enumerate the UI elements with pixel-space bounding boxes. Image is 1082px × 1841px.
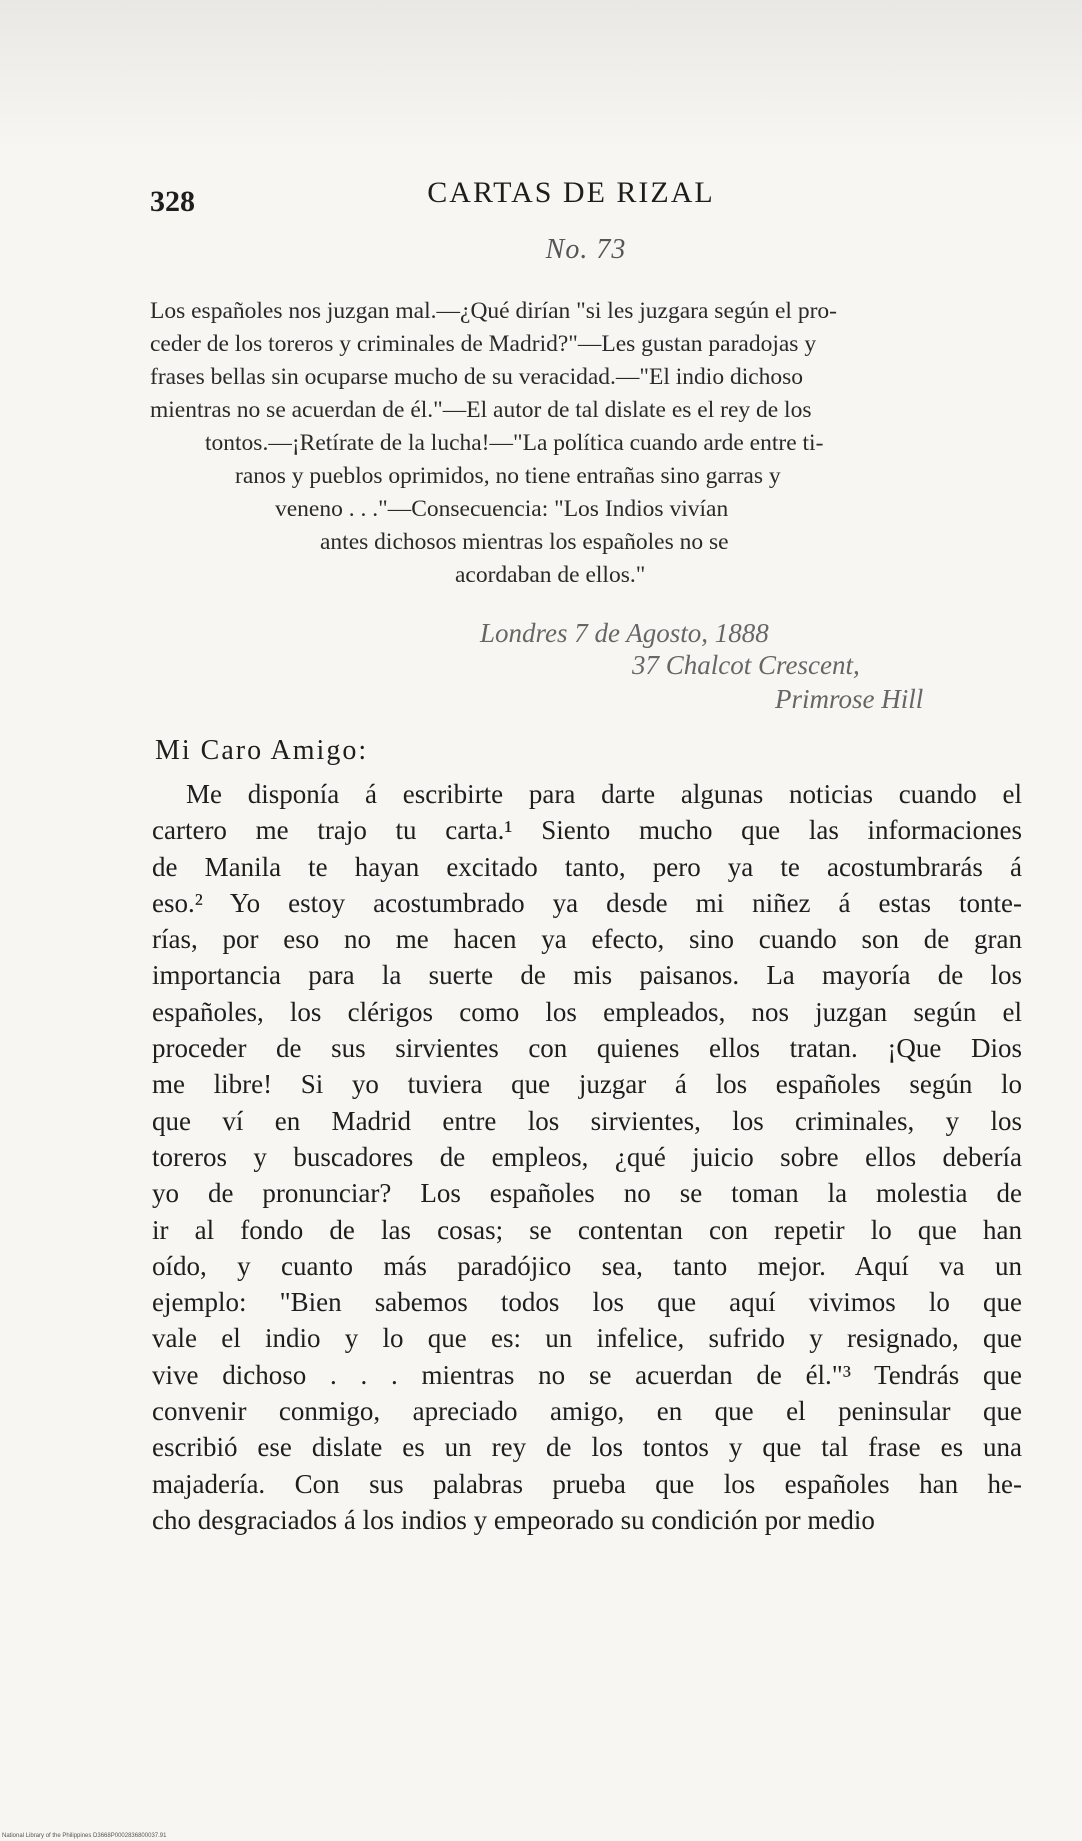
summary-line: acordaban de ellos." — [455, 562, 646, 588]
body-line: importancia para la suerte de mis paisanos. La mayoría de los — [152, 960, 1022, 991]
body-line: vale el indio y lo que es: un infelice, sufrido y resignado, que — [152, 1323, 1022, 1354]
body-line: eso.² Yo estoy acostumbrado ya desde mi niñez á estas tonte- — [152, 887, 1022, 918]
body-line: convenir conmigo, apreciado amigo, en que el peninsular que — [152, 1396, 1022, 1427]
summary-line: ceder de los toreros y criminales de Madrid?"—Les gustan paradojas y — [150, 331, 817, 357]
summary-line: veneno . . ."—Consecuencia: "Los Indios vivían — [275, 496, 729, 522]
summary-line: tontos.—¡Retírate de la lucha!—"La política cuando arde entre ti- — [205, 430, 824, 456]
salutation: Mi Caro Amigo: — [155, 735, 369, 766]
summary-line: Los españoles nos juzgan mal.—¿Qué dirían "si les juzgara según el pro- — [150, 298, 837, 324]
letter-number: No. 73 — [545, 234, 627, 265]
summary-line: antes dichosos mientras los españoles no se — [320, 529, 729, 555]
page-number: 328 — [150, 185, 195, 218]
summary-line: mientras no se acuerdan de él."—El autor de tal dislate es el rey de los — [150, 397, 812, 423]
scan-footer: National Library of the Philippines D3668P0002836800037.91 — [2, 1833, 167, 1839]
body-line: de Manila te hayan excitado tanto, pero ya te acostumbrarás á — [152, 851, 1022, 882]
body-line: cartero me trajo tu carta.¹ Siento mucho que las informaciones — [152, 815, 1022, 846]
body-line: oído, y cuanto más paradójico sea, tanto mejor. Aquí va un — [152, 1250, 1022, 1281]
body-line: rías, por eso no me hacen ya efecto, sino cuando son de gran — [152, 924, 1022, 955]
body-line: majadería. Con sus palabras prueba que los españoles han he- — [152, 1468, 1022, 1499]
body-line: escribió ese dislate es un rey de los tontos y que tal frase es una — [152, 1432, 1022, 1463]
body-line: yo de pronunciar? Los españoles no se toman la molestia de — [152, 1178, 1022, 1209]
body-line: me libre! Si yo tuviera que juzgar á los españoles según lo — [152, 1069, 1022, 1100]
body-line: Me disponía á escribirte para darte algunas noticias cuando el — [186, 779, 1022, 809]
summary-line: ranos y pueblos oprimidos, no tiene entrañas sino garras y — [235, 463, 781, 489]
place-date-line: Londres 7 de Agosto, 1888 — [480, 618, 769, 648]
body-line: cho desgraciados á los indios y empeorado su condición por medio — [152, 1504, 875, 1535]
body-line: toreros y buscadores de empleos, ¿qué juicio sobre ellos debería — [152, 1141, 1022, 1172]
letter-body — [152, 776, 1022, 1538]
body-line: vive dichoso . . . mientras no se acuerdan de él."³ Tendrás que — [152, 1359, 1022, 1390]
body-line: ejemplo: "Bien sabemos todos los que aquí vivimos lo que — [152, 1287, 1022, 1318]
body-line: españoles, los clérigos como los empleados, nos juzgan según el — [152, 996, 1022, 1027]
address-line: Primrose Hill — [775, 684, 924, 714]
body-line: que ví en Madrid entre los sirvientes, los criminales, y los — [152, 1105, 1022, 1136]
summary-line: frases bellas sin ocuparse mucho de su veracidad.—"El indio dichoso — [150, 364, 804, 390]
body-line: ir al fondo de las cosas; se contentan con repetir lo que han — [152, 1214, 1022, 1245]
address-line: 37 Chalcot Crescent, — [632, 650, 860, 680]
body-line: proceder de sus sirvientes con quienes ellos tratan. ¡Que Dios — [152, 1033, 1022, 1064]
letter-summary — [150, 295, 1010, 592]
running-title: CARTAS DE RIZAL — [427, 176, 715, 209]
